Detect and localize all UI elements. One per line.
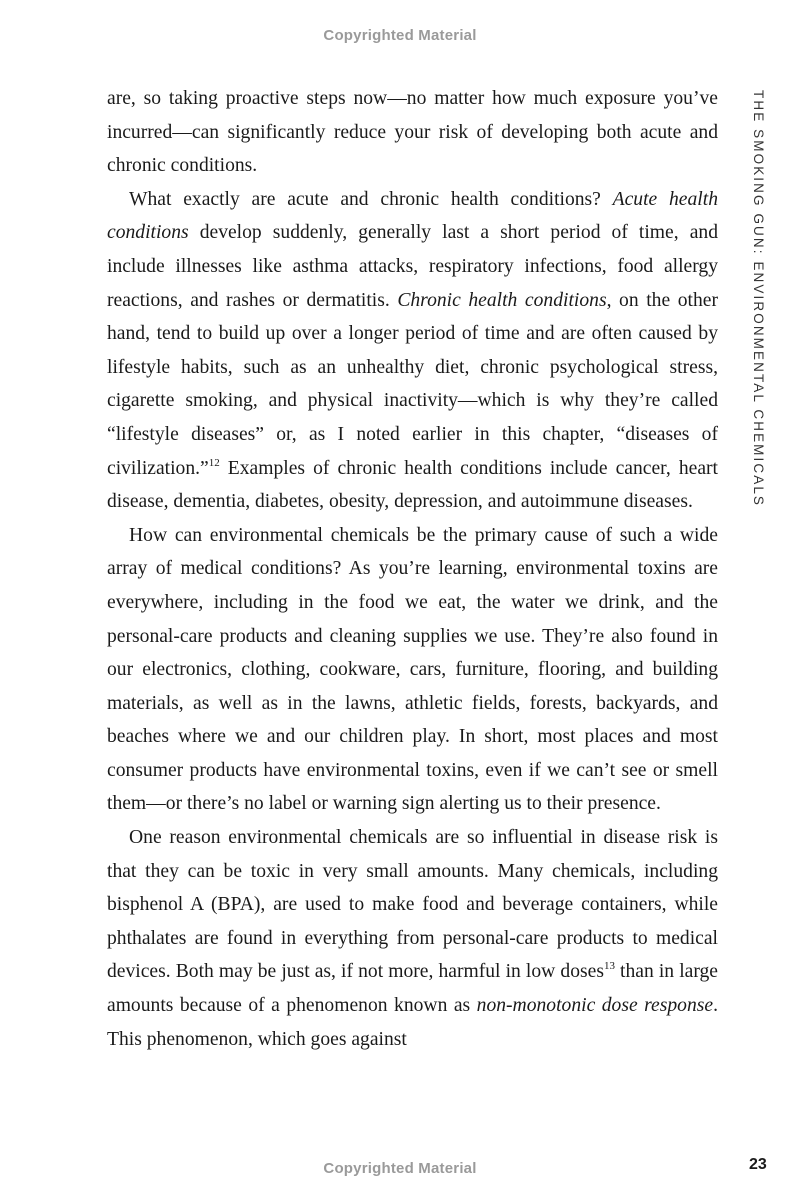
paragraph xyxy=(107,519,718,821)
text-run: How can environmental chemicals be the primary cause of such a wide array of medical conditions? As you’re learning, environmental toxins are everywhere, including in the food we eat, the water we drink, and the personal-care products and cleaning supplies we use. They’re also found in our electronics, clothing, cookware, cars, furniture, flooring, and building materials, as well as in the lawns, athletic fields, forests, backyards, and beaches where we and our children play. In short, most places and most consumer products have environmental toxins, even if we can’t see or smell them—or there’s no label or warning sign alerting us to their presence. xyxy=(107,524,718,815)
text-run: . This phenomenon, which goes against xyxy=(107,995,718,1050)
footnote-marker: 12 xyxy=(208,456,220,469)
paragraph xyxy=(107,183,718,519)
running-head: THE SMOKING GUN: ENVIRONMENTAL CHEMICALS xyxy=(751,90,766,508)
italic-term: non-monotonic dose response xyxy=(476,995,714,1017)
body-text xyxy=(107,82,718,1056)
text-run: , on the other hand, tend to build up over a longer period of time and are often caused by lifestyle habits, such as an unhealthy diet, chronic psychological stress, cigarette smoking, and physical inactivity—which is why they’re called “lifestyle diseases” or, as I noted earlier in this chapter, “diseases of civilization.” xyxy=(107,289,718,479)
page-number: 23 xyxy=(749,1156,767,1173)
footnote-marker: 13 xyxy=(603,960,615,973)
italic-term: Acute health conditions xyxy=(107,188,718,244)
text-run: develop suddenly, generally last a short period of time, and include illnesses like asthma attacks, respiratory infections, food allergy reactions, and rashes or dermatitis. xyxy=(107,222,718,311)
paragraph xyxy=(107,82,718,183)
text-run: One reason environmental chemicals are so influential in disease risk is that they can be toxic in very small amounts. Many chemicals, including bisphenol A (BPA), are used to make food and beverage containers, while phthalates are found in everything from personal-care products to medical devices. Both may be just as, if not more, harmful in low doses xyxy=(107,827,718,983)
text-run: What exactly are acute and chronic health conditions? xyxy=(129,188,613,210)
paragraph xyxy=(107,821,718,1056)
text-run: than in large amounts because of a phenomenon known as xyxy=(107,961,718,1017)
text-run: are, so taking proactive steps now—no matter how much exposure you’ve incurred—can significantly reduce your risk of developing both acute and chronic conditions. xyxy=(107,88,718,177)
text-run: Examples of chronic health conditions include cancer, heart disease, dementia, diabetes, obesity, depression, and autoimmune diseases. xyxy=(107,457,718,513)
copyright-watermark-bottom: Copyrighted Material xyxy=(323,1160,477,1177)
italic-term: Chronic health conditions xyxy=(397,289,607,311)
copyright-watermark-top: Copyrighted Material xyxy=(323,27,477,44)
